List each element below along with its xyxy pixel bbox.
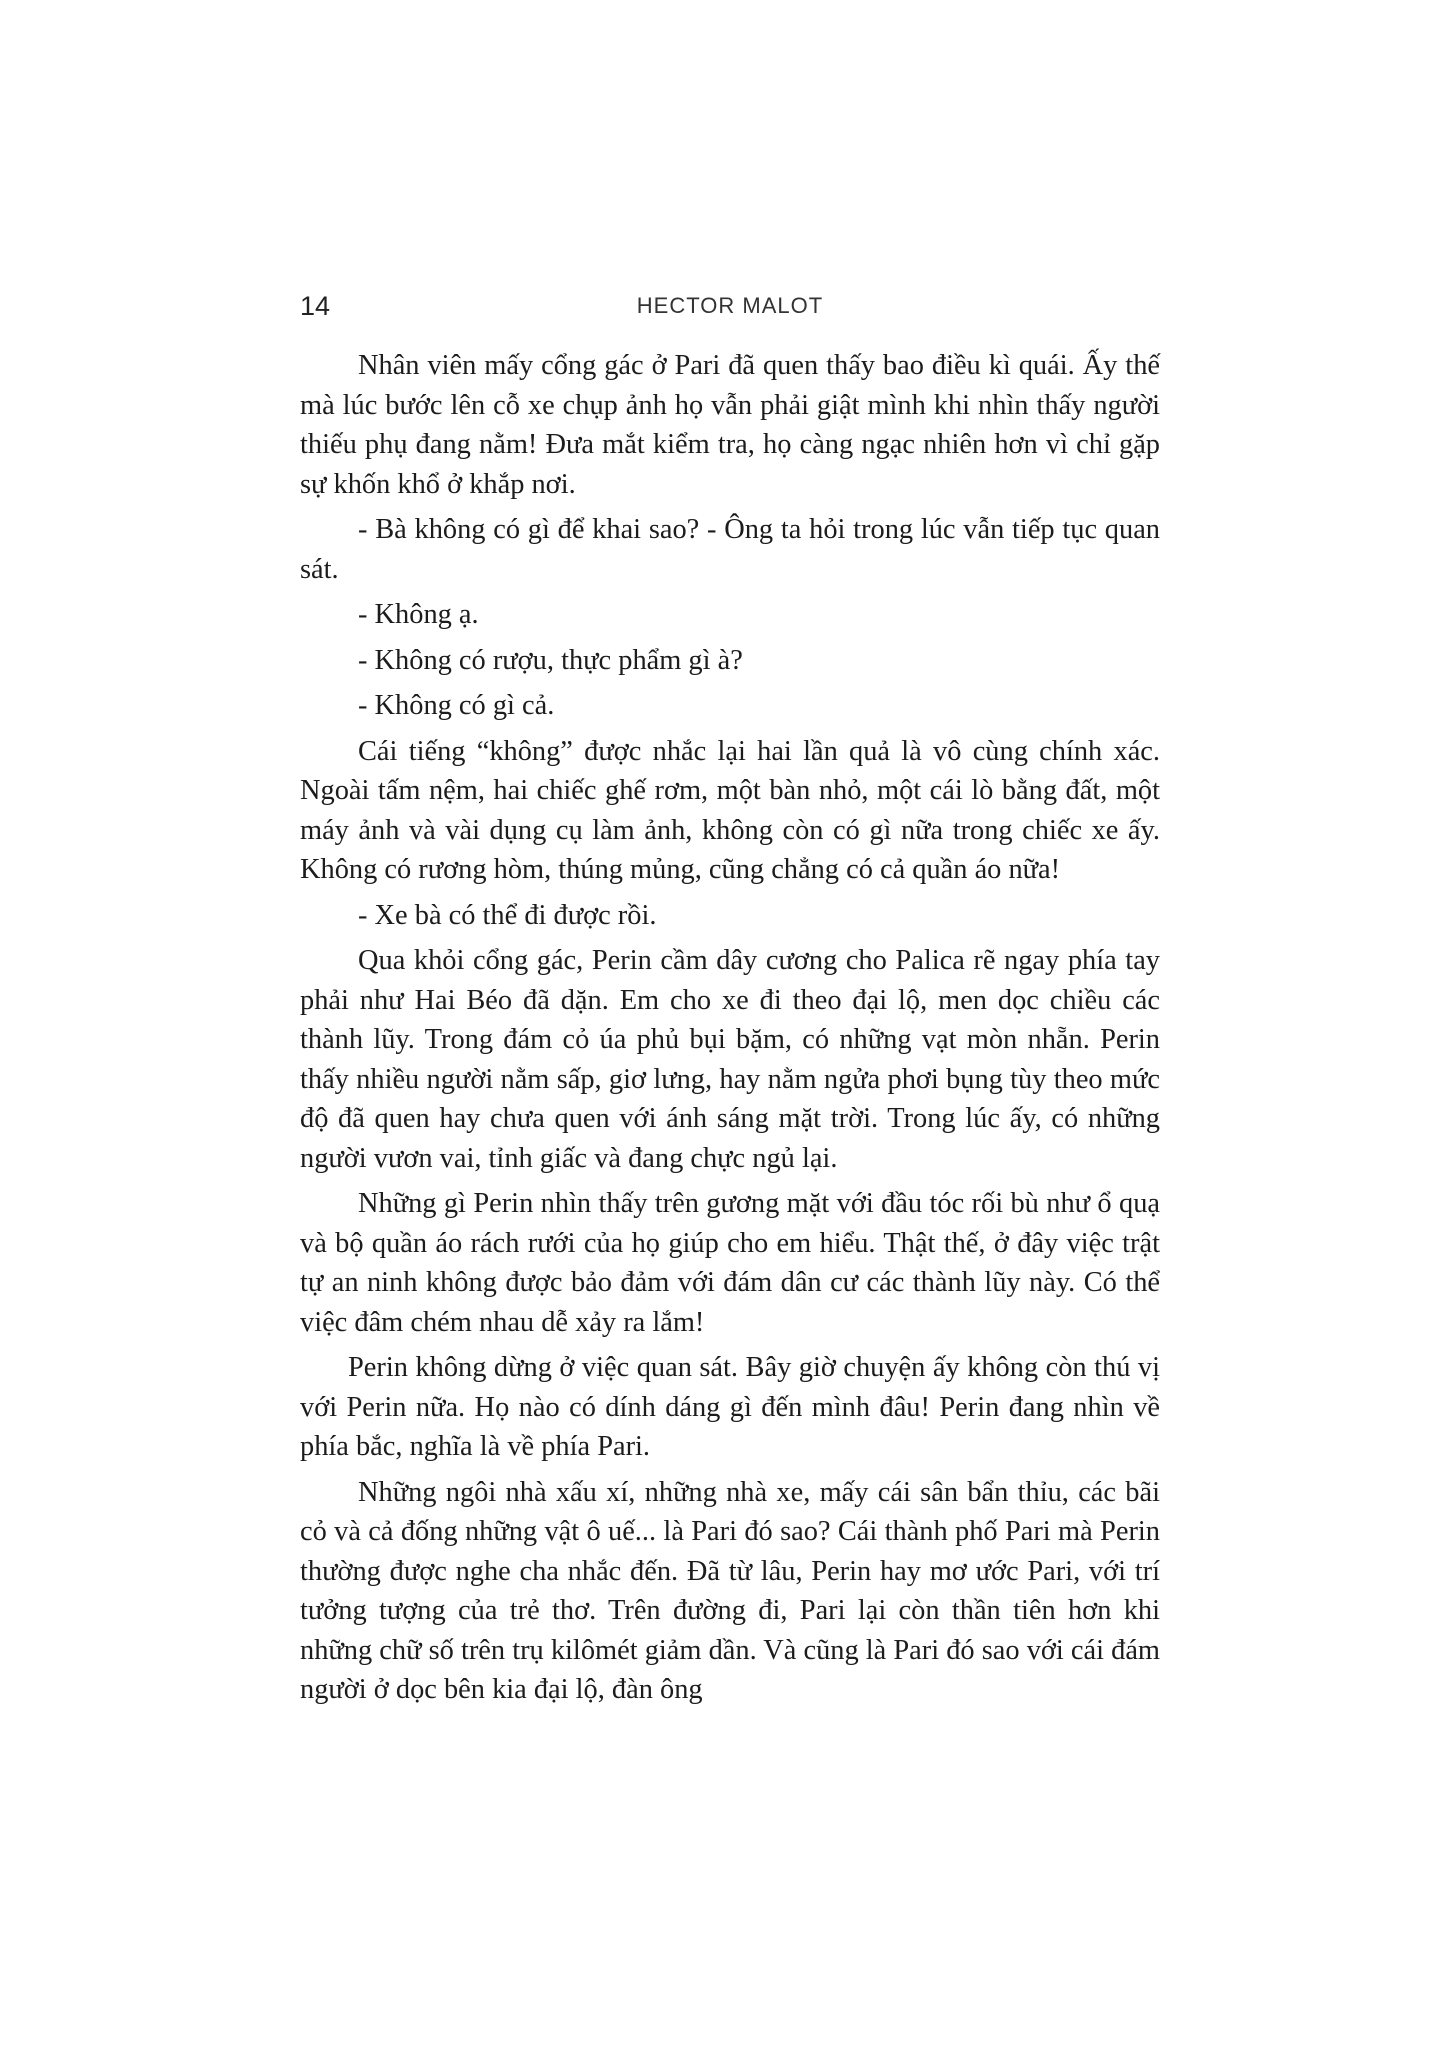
dialogue-line: - Xe bà có thể đi được rồi. <box>358 899 657 931</box>
paragraph: Qua khỏi cổng gác, Perin cầm dây cương cho Palica rẽ ngay phía tay phải như Hai Béo đã dặn. Em cho xe đi theo đại lộ, men dọc chiều các thành lũy. Trong đám cỏ úa phủ bụi bặm, có những vạt mòn nhẵn. Perin thấy nhiều người nằm sấp, giơ lưng, hay nằm ngửa phơi bụng tùy theo mức độ đã quen hay chưa quen với ánh sáng mặt trời. Trong lúc ấy, có những người vươn vai, tỉnh giấc và đang chực ngủ lại. <box>300 945 1160 1174</box>
paragraph: Nhân viên mấy cổng gác ở Pari đã quen thấy bao điều kì quái. Ấy thế mà lúc bước lên cỗ xe chụp ảnh họ vẫn phải giật mình khi nhìn thấy người thiếu phụ đang nằm! Đưa mắt kiểm tra, họ càng ngạc nhiên hơn vì chỉ gặp sự khốn khổ ở khắp nơi. <box>300 350 1160 500</box>
dialogue-line: - Bà không có gì để khai sao? - Ông ta hỏi trong lúc vẫn tiếp tục quan sát. <box>300 514 1160 585</box>
body-text <box>300 346 1160 1710</box>
dialogue-line: - Không có gì cả. <box>358 690 555 721</box>
running-header-author: HECTOR MALOT <box>636 293 824 318</box>
paragraph: Cái tiếng “không” được nhắc lại hai lần quả là vô cùng chính xác. Ngoài tấm nệm, hai chiếc ghế rơm, một bàn nhỏ, một cái lò bằng đất, một máy ảnh và vài dụng cụ làm ảnh, không còn có gì nữa trong chiếc xe ấy. Không có rương hòm, thúng mủng, cũng chẳng có cả quần áo nữa! <box>300 735 1160 885</box>
paragraph: Perin không dừng ở việc quan sát. Bây giờ chuyện ấy không còn thú vị với Perin nữa. Họ nào có dính dáng gì đến mình đâu! Perin đang nhìn về phía bắc, nghĩa là về phía Pari. <box>300 1352 1160 1462</box>
dialogue-line: - Không có rượu, thực phẩm gì à? <box>358 644 743 676</box>
running-header <box>300 288 1160 328</box>
paragraph: Những ngôi nhà xấu xí, những nhà xe, mấy cái sân bẩn thỉu, các bãi cỏ và cả đống những vật ô uế... là Pari đó sao? Cái thành phố Pari mà Perin thường được nghe cha nhắc đến. Đã từ lâu, Perin hay mơ ước Pari, với trí tưởng tượng của trẻ thơ. Trên đường đi, Pari lại còn thần tiên hơn khi những chữ số trên trụ kilômét giảm dần. Và cũng là Pari đó sao với cái đám người ở dọc bên kia đại lộ, đàn ông <box>300 1476 1160 1705</box>
page-number: 14 <box>300 291 331 321</box>
book-page <box>300 288 1160 1716</box>
dialogue-line: - Không ạ. <box>358 599 479 630</box>
paragraph: Những gì Perin nhìn thấy trên gương mặt với đầu tóc rối bù như ổ quạ và bộ quần áo rách rưới của họ giúp cho em hiểu. Thật thế, ở đây việc trật tự an ninh không được bảo đảm với đám dân cư các thành lũy này. Có thể việc đâm chém nhau dễ xảy ra lắm! <box>300 1188 1160 1338</box>
